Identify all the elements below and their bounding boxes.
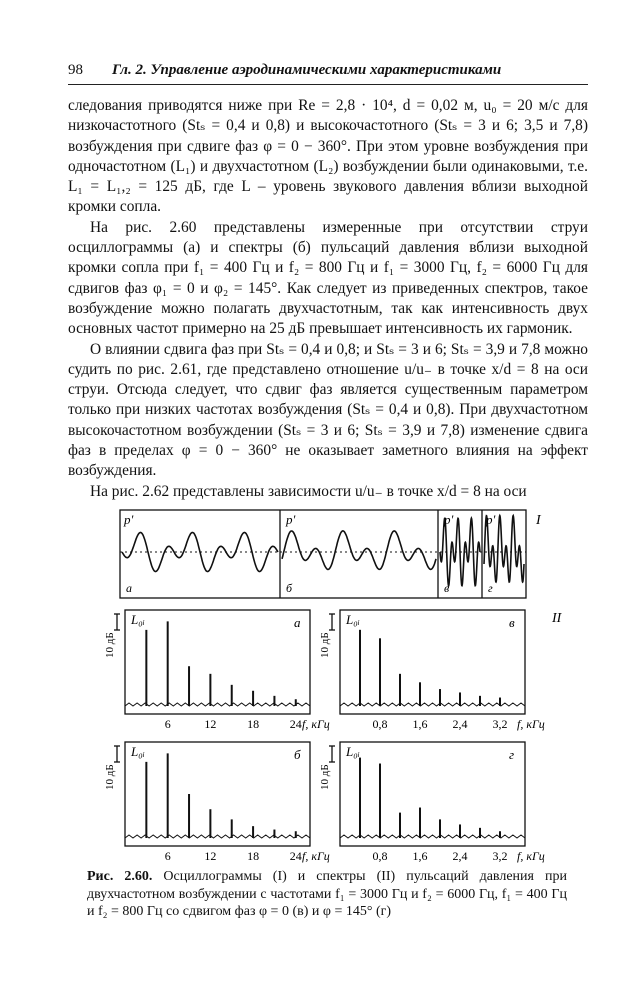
- x-axis-label: f, кГц: [517, 717, 545, 731]
- x-tick-label: 6: [164, 849, 171, 863]
- figure-2-60: [100, 502, 570, 864]
- paragraph-4: На рис. 2.62 представлены зависимости u/u₋ в точке x/d = 8 на оси: [90, 482, 527, 500]
- osc-ylabel-a: p': [124, 512, 134, 527]
- level-label: L₀ᵢ: [131, 612, 145, 627]
- spectrum-floor: [340, 703, 525, 706]
- level-label: L₀ᵢ: [346, 744, 360, 759]
- spectrum-panel-v: [319, 610, 545, 731]
- paragraph-3: О влиянии сдвига фаз при Stₛ = 0,4 и 0,8; и Stₛ = 3 и 6; Stₛ = 3,9 и 7,8 можно судить по рис. 2.61, где представлено отношение u/u₋ в точке x/d = 8 на оси струи. Отсюда следует, что сдвиг фаз является существенным параметром только при низких частотах возбуждения (Stₛ = 0,4 и 0,8). При двухчастотном высокочастотном возбуждении (Stₛ = 3 и 6; Stₛ = 3,9 и 7,8) изменение сдвига фаз в пределах φ = 0 − 360° не оказывает заметного влияния на эффект возбуждения.: [68, 340, 588, 480]
- osc-ylabel-d: p': [486, 512, 496, 527]
- scale-label: 10 дБ: [104, 764, 116, 790]
- row-I-label: I: [536, 513, 541, 528]
- osc-label-c: в: [444, 581, 450, 595]
- x-tick-label: 2,4: [452, 849, 468, 863]
- caption-text: Осциллограммы (I) и спектры (II) пульсаций давления при двухчастотном возбуждении с частотами f₁ = 3000 Гц и f₂ = 6000 Гц, f₁ = 400 Гц и f₂ = 800 Гц со сдвигом фаз φ = 0 (в) и φ = 145° (г): [87, 869, 567, 920]
- caption-label: Рис. 2.60.: [87, 869, 153, 884]
- spectrum-frame: [340, 610, 525, 714]
- panel-label: г: [509, 747, 515, 762]
- osc-waveform-c: [440, 518, 480, 586]
- figure-caption: [87, 868, 567, 921]
- osc-frame: [120, 510, 526, 598]
- running-header: [68, 60, 588, 86]
- x-axis-label: f, кГц: [302, 717, 330, 731]
- chapter-title: Гл. 2. Управление аэродинамическими характеристиками: [112, 62, 502, 78]
- x-tick-label: 1,6: [412, 849, 428, 863]
- spectrum-floor: [125, 835, 310, 838]
- x-tick-label: 12: [204, 717, 217, 731]
- osc-label-d: г: [488, 581, 493, 595]
- x-axis-label: f, кГц: [302, 849, 330, 863]
- panel-label: б: [294, 747, 301, 762]
- osc-ylabel-c: p': [444, 512, 454, 527]
- osc-label-a: а: [126, 581, 132, 595]
- x-tick-label: 18: [247, 717, 260, 731]
- osc-label-b: б: [286, 581, 293, 595]
- spectrum-frame: [340, 742, 525, 846]
- x-tick-label: 6: [164, 717, 171, 731]
- x-tick-label: 3,2: [492, 717, 508, 731]
- x-tick-label: 24: [289, 717, 302, 731]
- paragraph-1: следования приводятся ниже при Re = 2,8 · 10⁴, d = 0,02 м, u₀ = 20 м/с для низкочастотного (Stₛ = 0,4 и 0,8) и высокочастотного (Stₛ = 3 и 6; 3,5 и 7,8) возбуждения при сдвиге фаз φ = 0 − 360°. При этом уровне возбуждения при одночастотном (L₁) и двухчастотном (L₂) возбуждении были одинаковыми, т.е. L₁ = L₁,₂ = 125 дБ, где L – уровень звукового давления вблизи выходной кромки сопла.: [68, 97, 588, 216]
- spectrum-floor: [125, 703, 310, 706]
- x-tick-label: 24: [289, 849, 302, 863]
- header-rule: [68, 84, 588, 85]
- x-tick-label: 0,8: [372, 717, 388, 731]
- x-tick-label: 1,6: [412, 717, 428, 731]
- panel-label: а: [294, 615, 301, 630]
- spectrum-panel-g: [319, 742, 545, 863]
- page-number: 98: [68, 62, 83, 78]
- x-tick-label: 12: [204, 849, 217, 863]
- panel-label: в: [509, 615, 515, 630]
- row-II-label: II: [552, 611, 562, 626]
- spectrum-frame: [125, 742, 310, 846]
- spectrum-panel-a: [104, 610, 330, 731]
- x-tick-label: 3,2: [492, 849, 508, 863]
- spectrum-floor: [340, 835, 525, 838]
- level-label: L₀ᵢ: [131, 744, 145, 759]
- x-axis-label: f, кГц: [517, 849, 545, 863]
- x-tick-label: 0,8: [372, 849, 388, 863]
- x-tick-label: 18: [247, 849, 260, 863]
- body-text: [68, 96, 588, 502]
- scale-label: 10 дБ: [104, 632, 116, 658]
- scale-label: 10 дБ: [319, 764, 331, 790]
- spectrum-frame: [125, 610, 310, 714]
- paragraph-2: На рис. 2.60 представлены измеренные при отсутствии струи осциллограммы (а) и спектры (б) пульсаций давления вблизи выходной кромки сопла при f₁ = 400 Гц и f₂ = 800 Гц и f₁ = 3000 Гц, f₂ = 6000 Гц для сдвигов фаз φ₁ = 0 и φ₂ = 145°. Как следует из приведенных спектров, такое возбуждение можно полагать двухчастотным, так как интенсивность двух основных частот примерно на 25 дБ превышает интенсивность их гармоник.: [68, 218, 588, 338]
- x-tick-label: 2,4: [452, 717, 468, 731]
- scale-label: 10 дБ: [319, 632, 331, 658]
- level-label: L₀ᵢ: [346, 612, 360, 627]
- spectrum-panel-b: [104, 742, 330, 863]
- osc-ylabel-b: p': [286, 512, 296, 527]
- osc-waveform-b: [282, 531, 436, 570]
